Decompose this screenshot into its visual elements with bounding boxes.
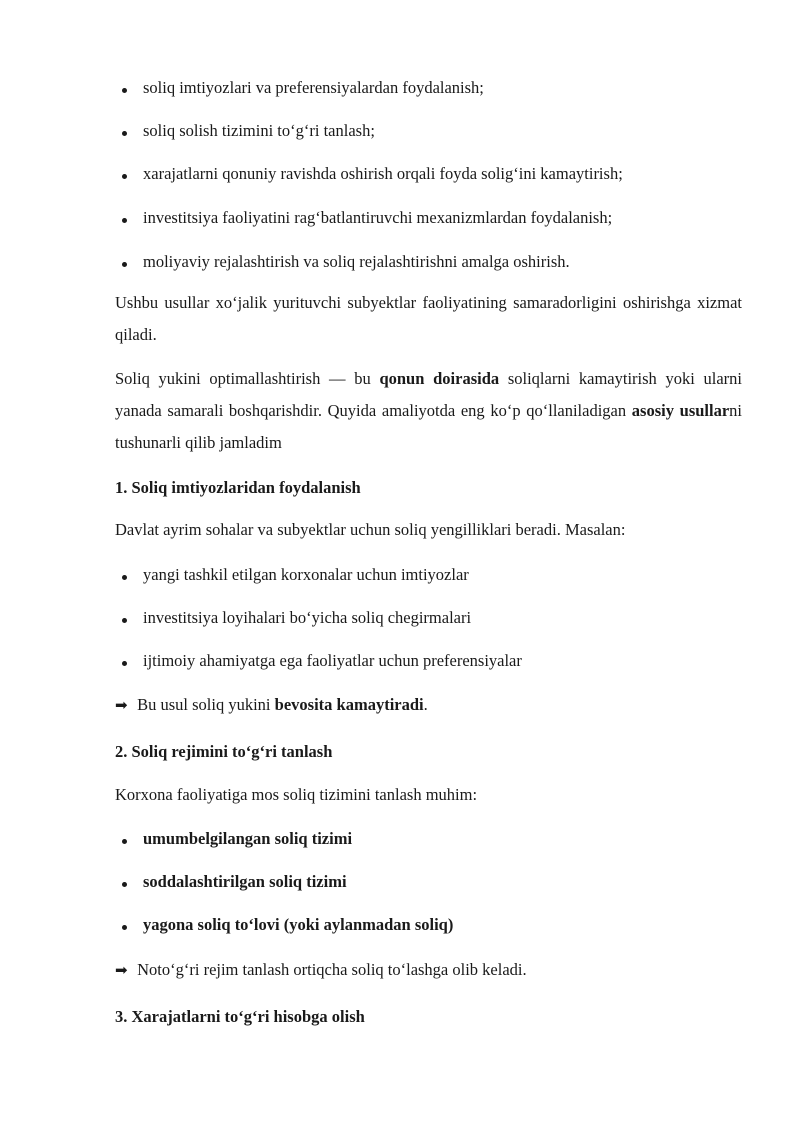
section-heading: 1. Soliq imtiyozlaridan foydalanish <box>115 478 361 497</box>
list-item: moliyaviy rejalashtirish va soliq rejalashtirishni amalga oshirish. <box>143 252 570 271</box>
paragraph-optimization: Soliq yukini optimallashtirish — bu qonun doirasida soliqlarni kamaytirish yoki ularni yanada samarali boshqarishdir. Quyida amaliyotda eng ko‘p qo‘llaniladigan asosiy usullarni tushunarli qilib jamladim <box>115 369 743 452</box>
list-item: soliq imtiyozlari va preferensiyalardan foydalanish; <box>143 78 484 97</box>
note-paragraph: ➡ Bu usul soliq yukini bevosita kamaytiradi. <box>115 689 742 721</box>
bold-phrase: qonun doirasida <box>379 369 500 388</box>
bold-phrase: bevosita kamaytiradi <box>274 695 424 714</box>
list-item: ijtimoiy ahamiyatga ega faoliyatlar uchun preferensiyalar <box>143 651 522 670</box>
list-item: soddalashtirilgan soliq tizimi <box>143 872 347 891</box>
arrow-right-icon: ➡ <box>115 696 128 714</box>
section-intro: Davlat ayrim sohalar va subyektlar uchun soliq yengilliklari beradi. Masalan: <box>115 520 626 539</box>
list-item: soliq solish tizimini to‘g‘ri tanlash; <box>143 121 375 140</box>
list-item: investitsiya faoliyatini rag‘batlantiruvchi mexanizmlardan foydalanish; <box>143 208 613 227</box>
note-paragraph: ➡ Noto‘g‘ri rejim tanlash ortiqcha soliq to‘lashga olib keladi. <box>115 954 742 986</box>
section-intro: Korxona faoliyatiga mos soliq tizimini tanlash muhim: <box>115 785 478 804</box>
paragraph-methods: Ushbu usullar xo‘jalik yurituvchi subyektlar faoliyatining samaradorligini oshirishga xizmat qiladi. <box>115 293 742 344</box>
section-heading: 3. Xarajatlarni to‘g‘ri hisobga olish <box>115 1007 365 1026</box>
list-item: investitsiya loyihalari bo‘yicha soliq chegirmalari <box>143 608 472 627</box>
bold-phrase: asosiy usullar <box>631 401 730 420</box>
list-item: umumbelgilangan soliq tizimi <box>143 829 353 848</box>
list-item: xarajatlarni qonuniy ravishda oshirish orqali foyda solig‘ini kamaytirish; <box>143 164 623 183</box>
arrow-right-icon: ➡ <box>115 961 128 979</box>
list-item: yangi tashkil etilgan korxonalar uchun imtiyozlar <box>143 565 469 584</box>
section-heading: 2. Soliq rejimini to‘g‘ri tanlash <box>115 742 333 761</box>
list-item: yagona soliq to‘lovi (yoki aylanmadan soliq) <box>143 915 454 934</box>
